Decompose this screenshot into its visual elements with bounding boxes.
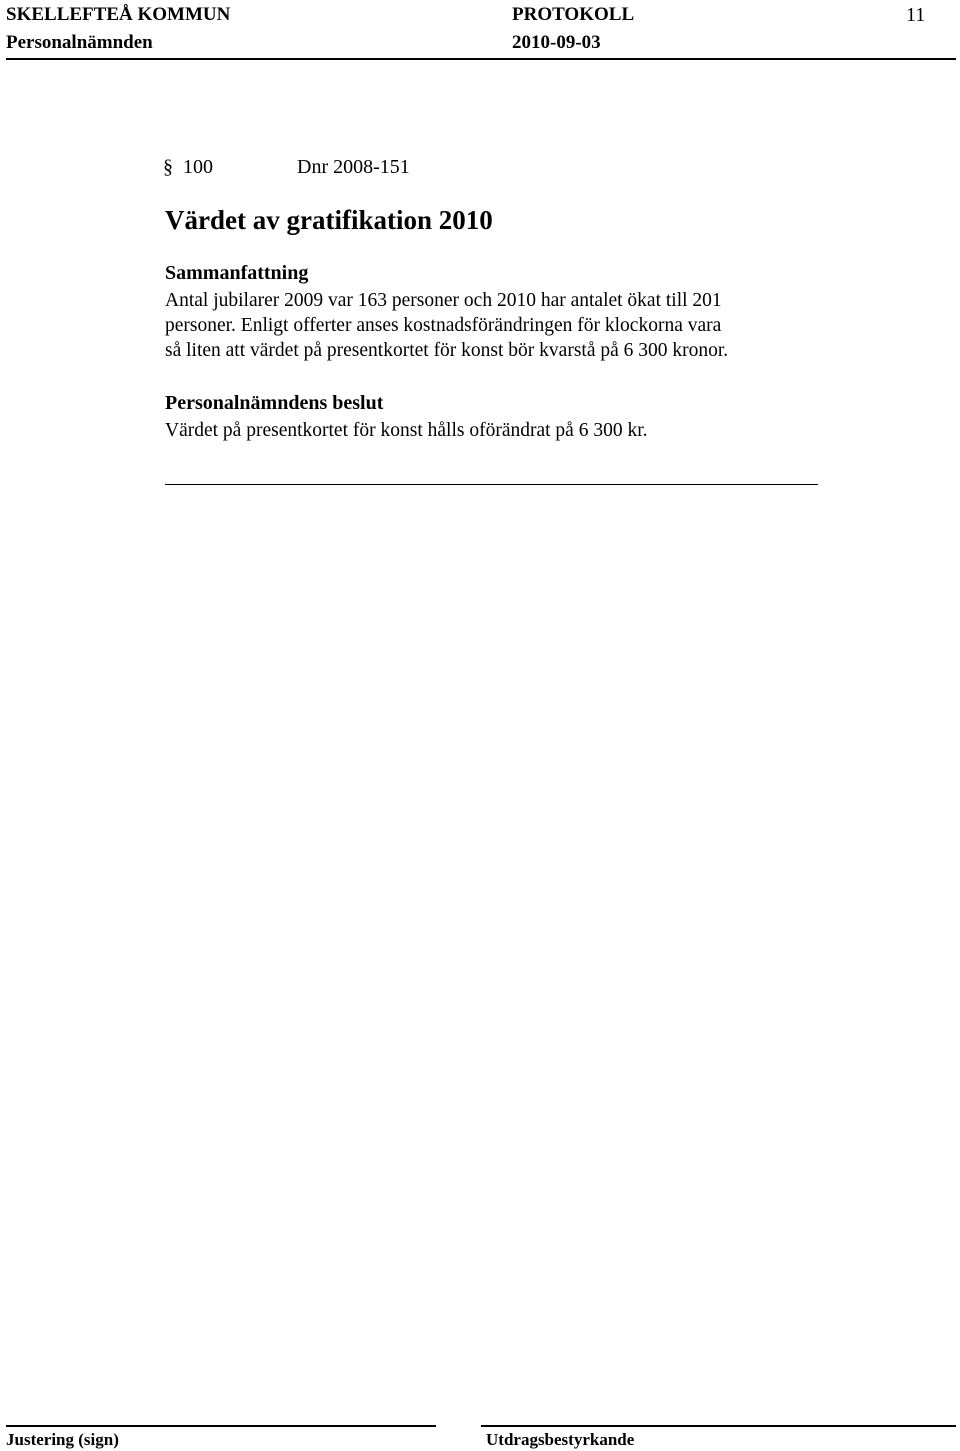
decision-text: Värdet på presentkortet för konst hålls oförändrat på 6 300 kr.: [165, 420, 648, 441]
summary-line: personer. Enligt offerter anses kostnadsförändringen för klockorna vara: [165, 315, 722, 336]
certification-label: Utdragsbestyrkande: [486, 1430, 635, 1449]
header-divider: [6, 58, 956, 60]
summary-line: så liten att värdet på presentkortet för konst bör kvarstå på 6 300 kronor.: [165, 340, 729, 361]
signature-label: Justering (sign): [6, 1430, 119, 1449]
summary-heading: Sammanfattning: [165, 262, 309, 284]
end-of-section-line: [165, 484, 818, 485]
footer-divider-left: [6, 1425, 436, 1427]
diary-number: Dnr 2008-151: [297, 156, 410, 178]
decision-heading: Personalnämndens beslut: [165, 392, 384, 414]
document-type: PROTOKOLL: [512, 4, 635, 25]
meeting-date: 2010-09-03: [512, 32, 601, 53]
paragraph-number: 100: [183, 156, 213, 178]
page-number: 11: [906, 4, 926, 26]
summary-text: [165, 288, 845, 363]
organization-name: SKELLEFTEÅ KOMMUN: [6, 4, 231, 25]
footer-divider-right: [481, 1425, 956, 1427]
summary-line: Antal jubilarer 2009 var 163 personer och 2010 har antalet ökat till 201: [165, 290, 722, 311]
document-title: Värdet av gratifikation 2010: [165, 205, 493, 235]
paragraph-symbol: §: [163, 156, 173, 178]
department-name: Personalnämnden: [6, 32, 153, 53]
